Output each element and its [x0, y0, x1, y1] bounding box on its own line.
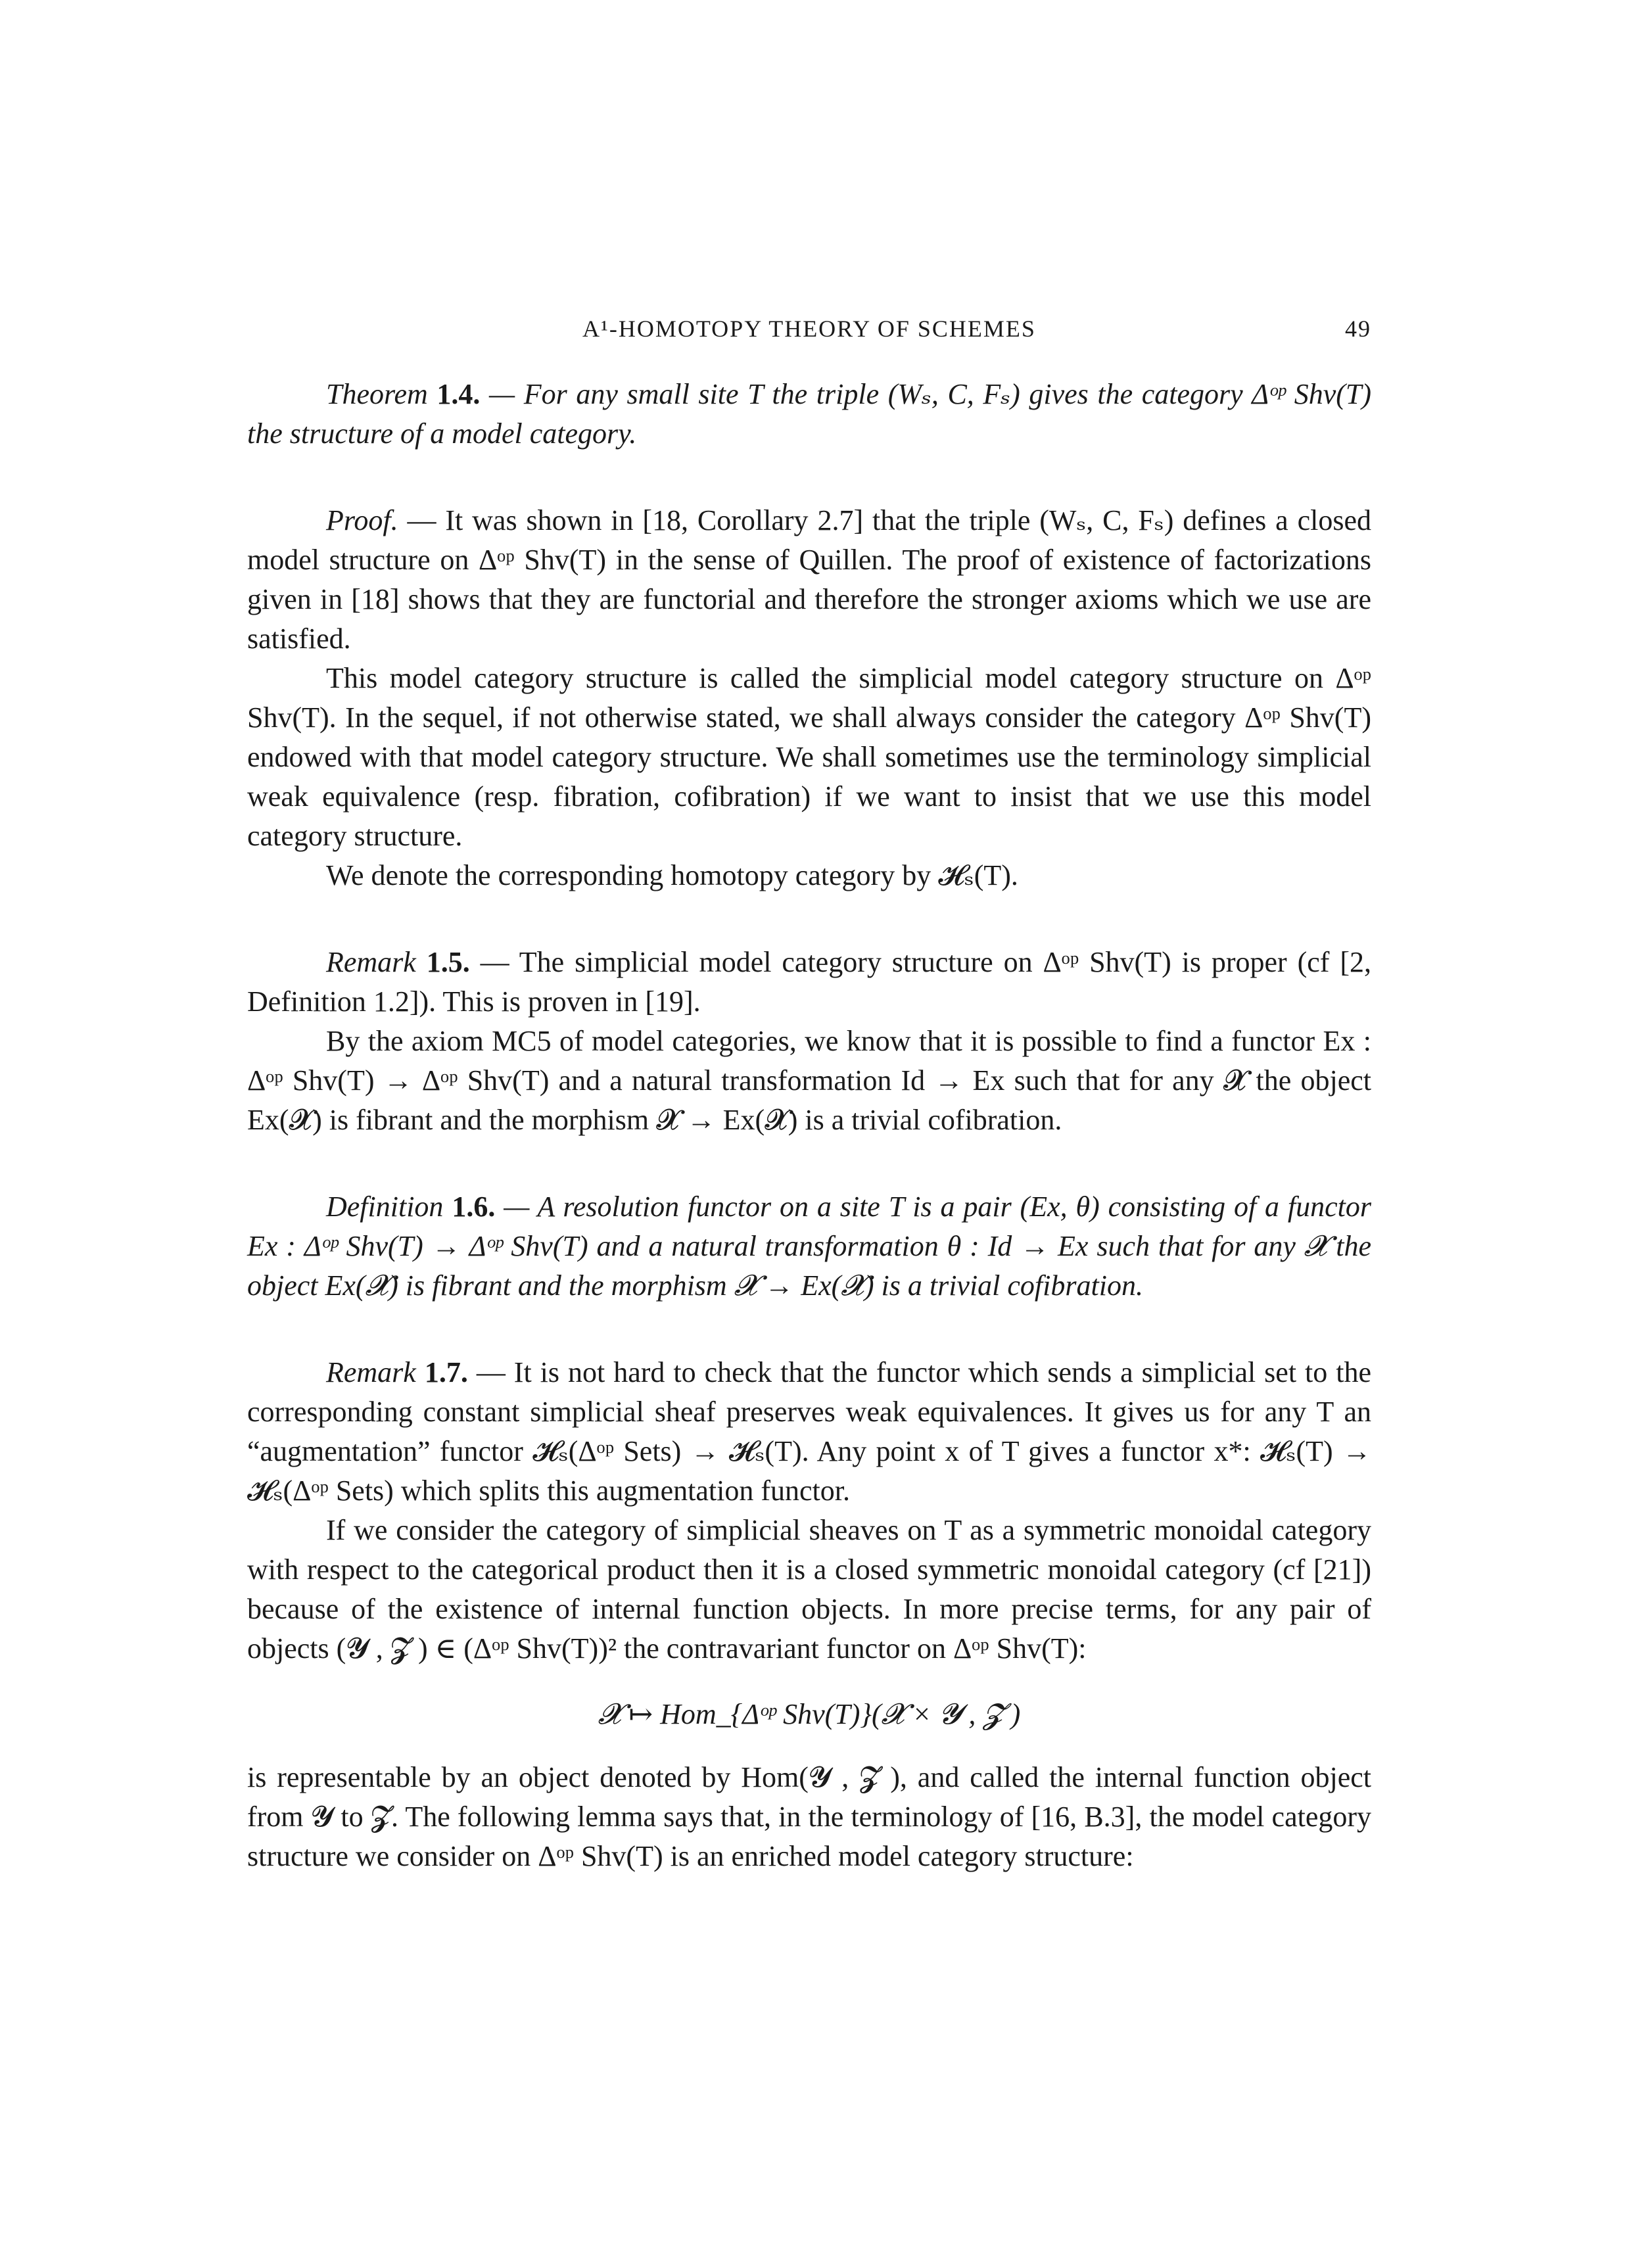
- page: [247, 309, 1371, 1876]
- remark-1-5: [247, 943, 1371, 1022]
- remark-1-7-text: — It is not hard to check that the functor which sends a simplicial set to the corresponding constant simplicial sheaf preserves weak equivalences. It gives us for any T an “augmentation” functor 𝓗ₛ(Δᵒᵖ Sets) → 𝓗ₛ(T). Any point x of T gives a functor x*: 𝓗ₛ(T) → 𝓗ₛ(Δᵒᵖ Sets) which splits this augmentation functor.: [247, 1356, 1372, 1507]
- proof-label: Proof.: [326, 504, 398, 536]
- page-number: 49: [1345, 316, 1371, 342]
- remark-1-7: [247, 1353, 1371, 1511]
- proof-paragraph: [247, 501, 1371, 659]
- remark-1-7-number: 1.7.: [424, 1356, 468, 1388]
- remark-1-5-label: Remark: [326, 946, 416, 978]
- theorem-1-4: [247, 375, 1371, 454]
- proof-text: — It was shown in [18, Corollary 2.7] that the triple (Wₛ, C, Fₛ) defines a closed model structure on Δᵒᵖ Shv(T) in the sense of Quillen. The proof of existence of factorizations given in [18] shows that they are functorial and therefore the stronger axioms which we use are satisfied.: [247, 504, 1372, 655]
- theorem-label: Theorem: [326, 378, 428, 410]
- remark-1-5-number: 1.5.: [426, 946, 470, 978]
- remark-1-7-label: Remark: [326, 1356, 416, 1388]
- definition-text: — A resolution functor on a site T is a pair (Ex, θ) consisting of a functor Ex : Δᵒᵖ Shv(T) → Δᵒᵖ Shv(T) and a natural transformation θ : Id → Ex such that for any 𝓧 the object Ex(𝓧) is fibrant and the morphism 𝓧 → Ex(𝓧) is a trivial cofibration.: [247, 1191, 1372, 1302]
- proof-paragraph-2: This model category structure is called the simplicial model category structure on Δᵒᵖ Shv(T). In the sequel, if not otherwise stated, we shall always consider the category Δᵒᵖ Shv(T) endowed with that model category structure. We shall sometimes use the terminology simplicial weak equivalence (resp. fibration, cofibration) if we want to insist that we use this model category structure.: [247, 662, 1371, 852]
- remark-1-7-paragraph-2: If we consider the category of simplicial sheaves on T as a symmetric monoidal category with respect to the categorical product then it is a closed symmetric monoidal category (cf [21]) because of the existence of internal function objects. In more precise terms, for any pair of objects (𝓨 , 𝓩 ) ∈ (Δᵒᵖ Shv(T))² the contravariant functor on Δᵒᵖ Shv(T):: [247, 1514, 1371, 1665]
- remark-1-7-paragraph-3: is representable by an object denoted by Hom(𝓨 , 𝓩 ), and called the internal function object from 𝓨 to 𝓩. The following lemma says that, in the terminology of [16, B.3], the model category structure we consider on Δᵒᵖ Shv(T) is an enriched model category structure:: [247, 1761, 1371, 1872]
- remark-1-5-paragraph-2: By the axiom MC5 of model categories, we know that it is possible to find a functor Ex : Δᵒᵖ Shv(T) → Δᵒᵖ Shv(T) and a natural transformation Id → Ex such that for any 𝓧 the object Ex(𝓧) is fibrant and the morphism 𝓧 → Ex(𝓧) is a trivial cofibration.: [247, 1025, 1371, 1136]
- running-header: [247, 309, 1371, 348]
- theorem-text: — For any small site T the triple (Wₛ, C, Fₛ) gives the category Δᵒᵖ Shv(T) the structure of a model category.: [247, 378, 1372, 450]
- running-title: A¹-HOMOTOPY THEORY OF SCHEMES: [582, 316, 1036, 342]
- remark-1-5-text: — The simplicial model category structure on Δᵒᵖ Shv(T) is proper (cf [2, Definition 1.2]). This is proven in [19].: [247, 946, 1372, 1018]
- definition-number: 1.6.: [452, 1191, 496, 1223]
- definition-label: Definition: [326, 1191, 444, 1223]
- display-formula: 𝓧 ↦ Hom_{Δᵒᵖ Shv(T)}(𝓧 × 𝓨 , 𝓩 ): [598, 1698, 1021, 1730]
- proof-paragraph-3: We denote the corresponding homotopy category by 𝓗ₛ(T).: [326, 859, 1018, 891]
- theorem-number: 1.4.: [436, 378, 481, 410]
- definition-1-6: [247, 1187, 1371, 1306]
